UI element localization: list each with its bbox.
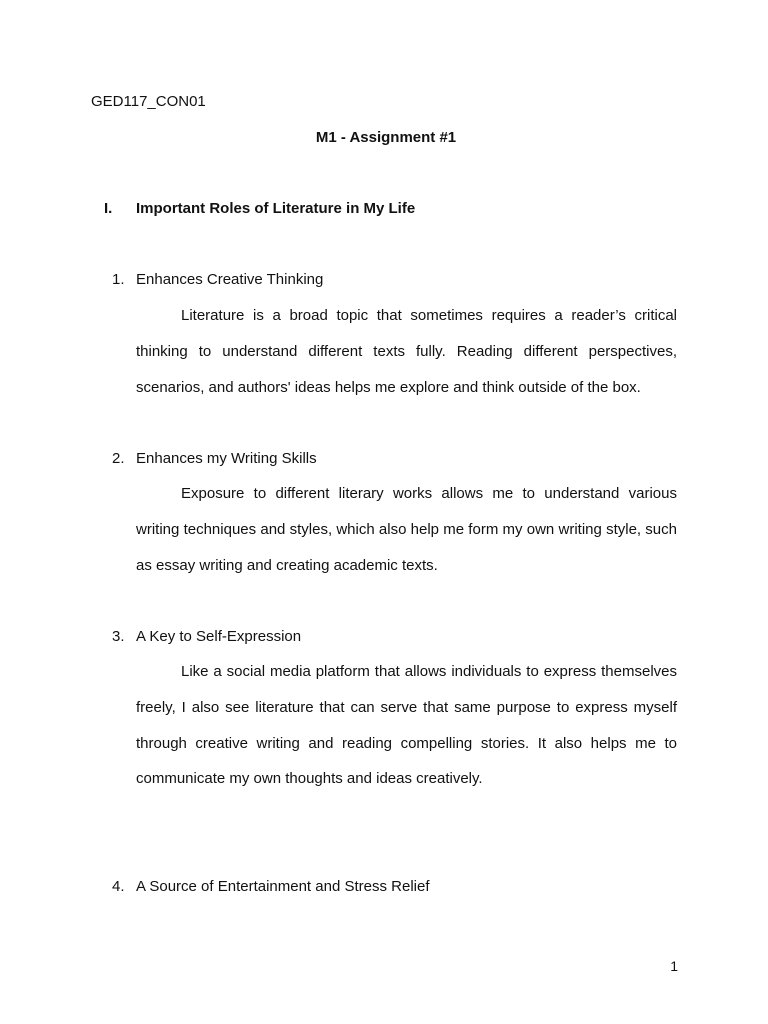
list-item-number: 4. xyxy=(112,878,125,895)
list-item-number: 1. xyxy=(112,271,125,288)
document-title: M1 - Assignment #1 xyxy=(315,129,457,146)
course-code: GED117_CON01 xyxy=(91,93,206,110)
list-item-heading: Enhances Creative Thinking xyxy=(136,271,324,288)
list-item-paragraph: Literature is a broad topic that sometimes requires a reader’s critical thinking to understand different texts fully. Reading different perspectives, scenarios, and authors' ideas helps me explore and think outside of the box. xyxy=(136,307,677,396)
list-item-number: 2. xyxy=(112,450,125,467)
list-item-paragraph: Like a social media platform that allows individuals to express themselves freely, I also see literature that can serve that same purpose to express myself through creative writing and reading compelling stories. It also helps me to communicate my own thoughts and ideas creatively. xyxy=(136,663,677,788)
list-item-number: 3. xyxy=(112,628,125,645)
list-item-paragraph: Exposure to different literary works allows me to understand various writing techniques and styles, which also help me form my own writing style, such as essay writing and creating academic texts. xyxy=(136,485,677,574)
section-title: Important Roles of Literature in My Life xyxy=(136,200,416,217)
list-item-heading: Enhances my Writing Skills xyxy=(136,450,317,467)
list-item-heading: A Source of Entertainment and Stress Relief xyxy=(136,878,430,895)
section-number: I. xyxy=(104,200,113,217)
list-item-heading: A Key to Self-Expression xyxy=(136,628,302,645)
page-number: 1 xyxy=(670,958,678,974)
